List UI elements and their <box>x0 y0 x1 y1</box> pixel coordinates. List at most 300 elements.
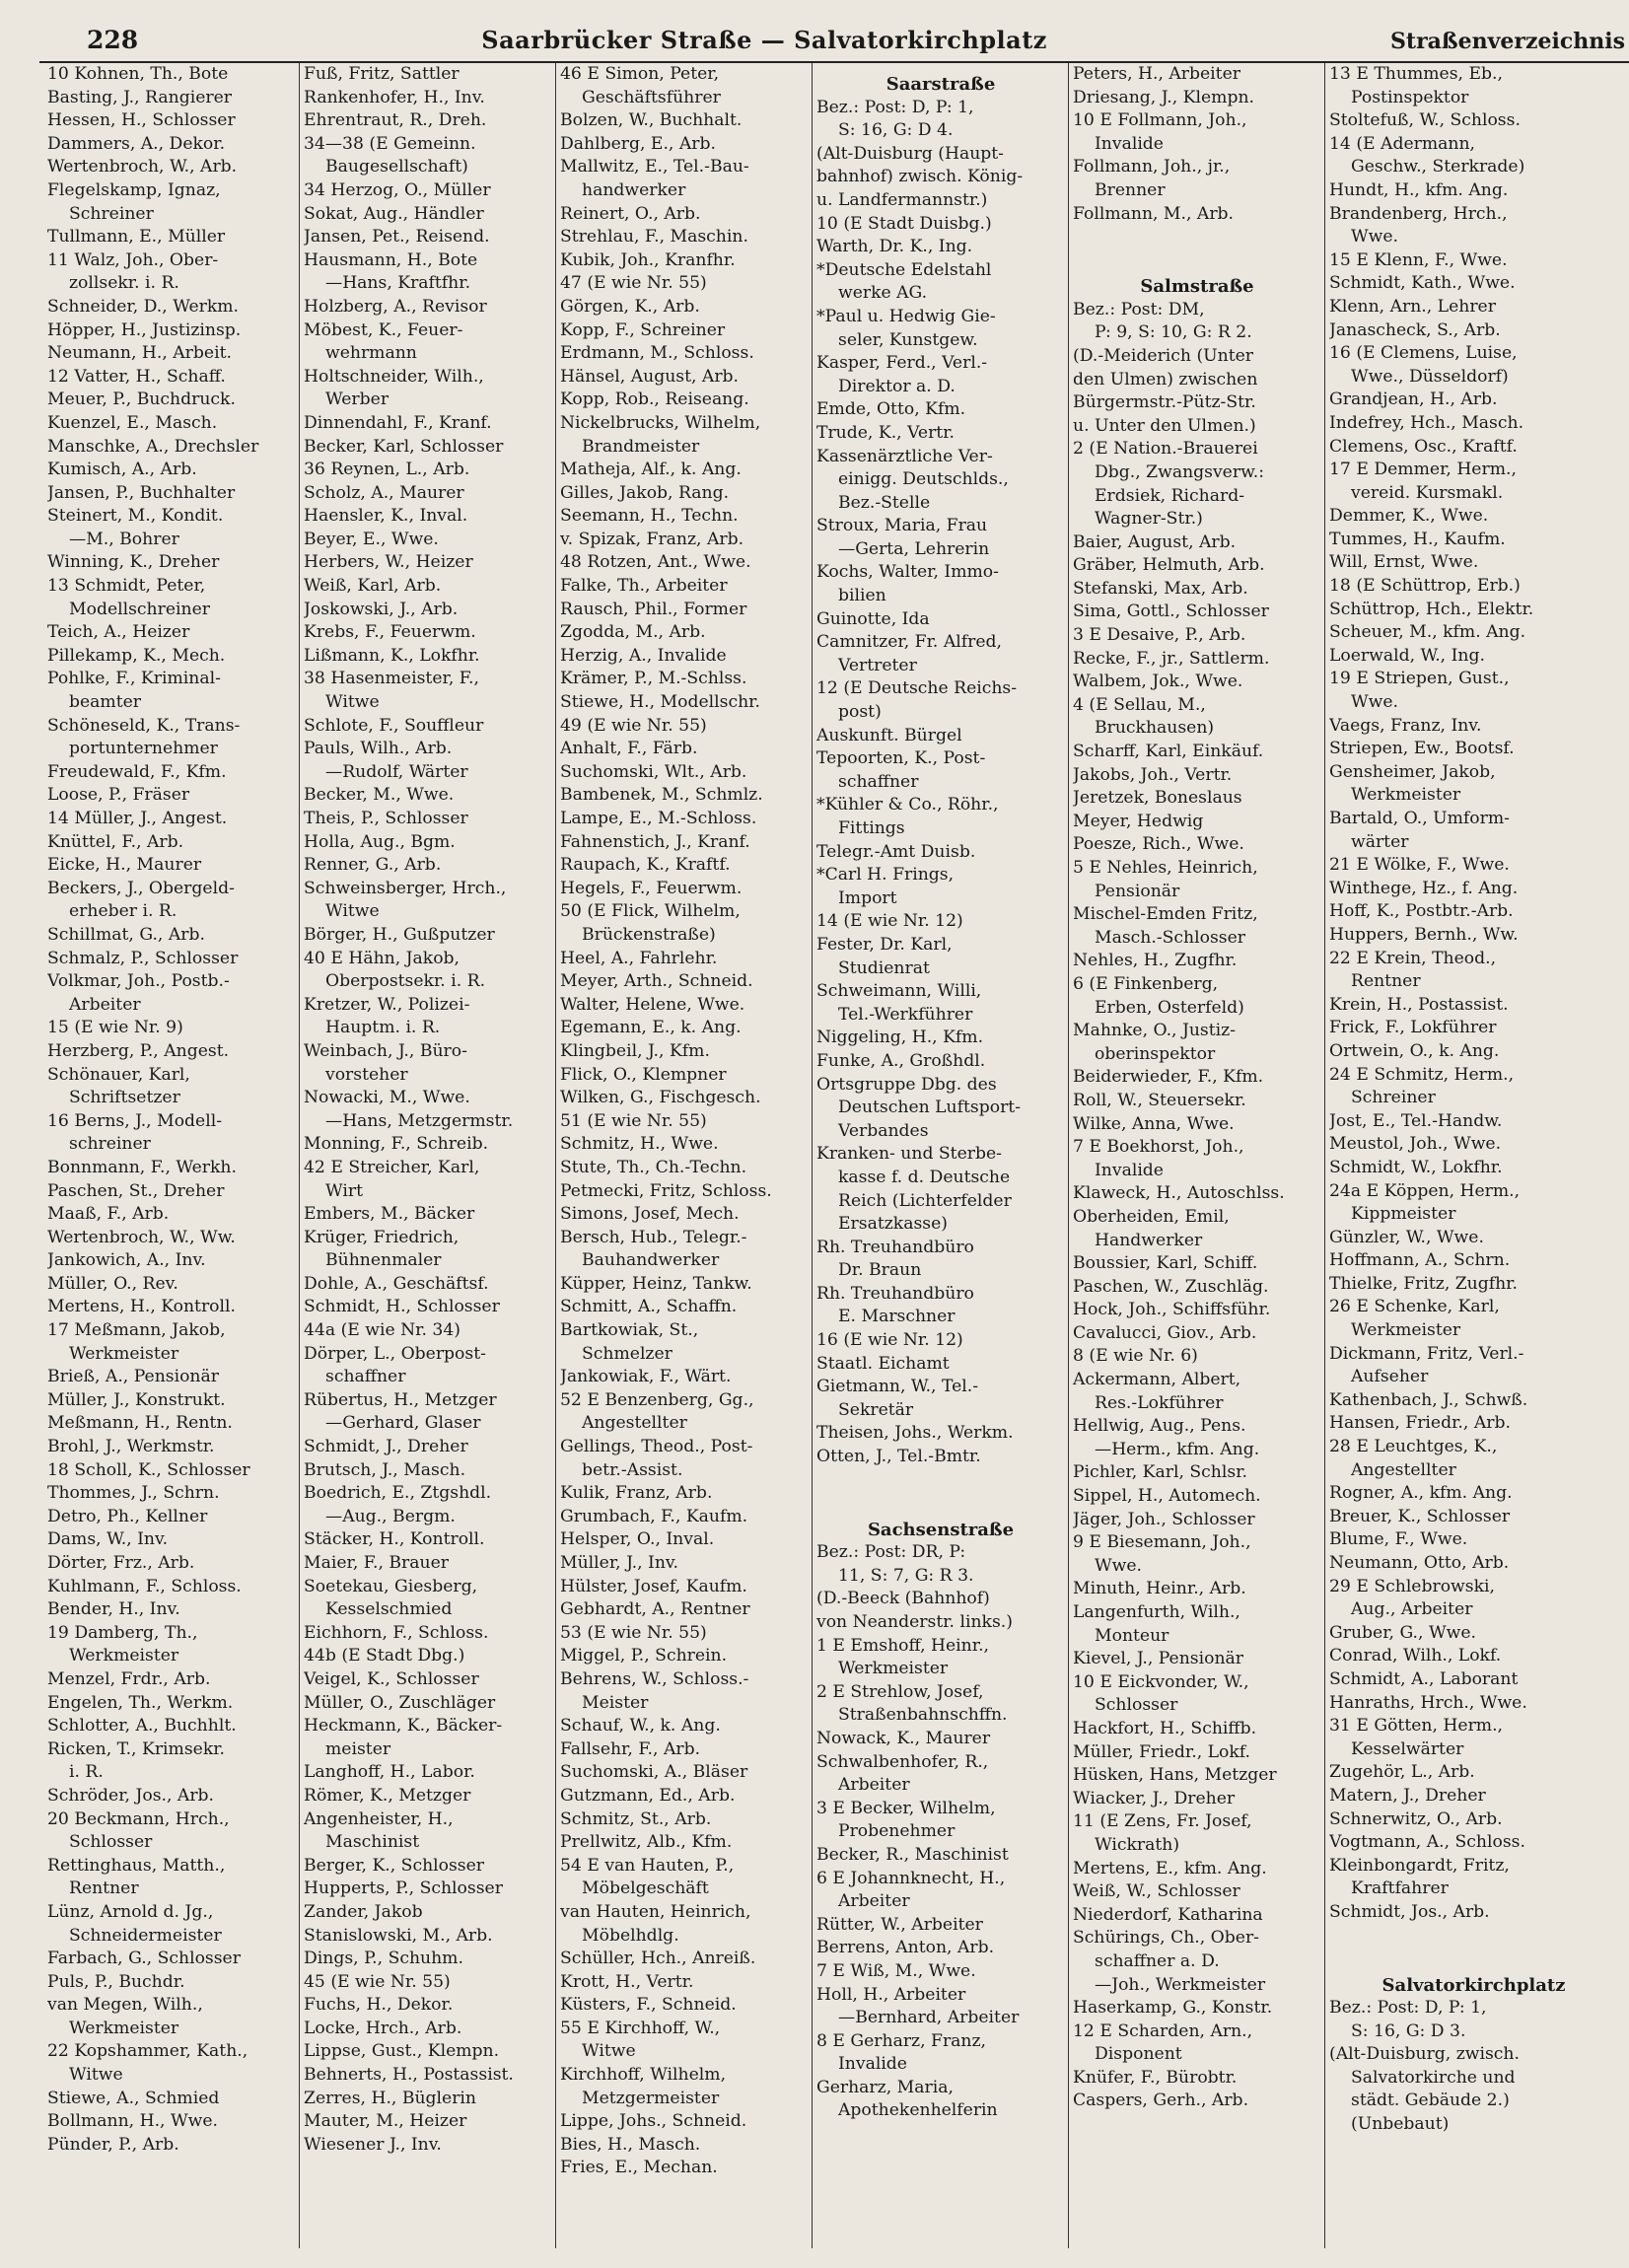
entry-line: oberinspektor <box>1095 1043 1216 1064</box>
entry-line: seler, Kunstgew. <box>838 329 978 350</box>
entry-line: Jakobs, Joh., Vertr. <box>1073 764 1233 785</box>
entry-line: Bambenek, M., Schmlz. <box>560 785 763 806</box>
entry-line: den Ulmen) zwischen <box>1073 369 1258 390</box>
entry-line: Manschke, A., Drechsler <box>47 436 259 457</box>
entry-line: Jost, E., Tel.-Handw. <box>1329 1110 1503 1131</box>
entry-line: 10 E Eickvonder, W., <box>1073 1671 1249 1692</box>
entry-line: Baugesellschaft) <box>325 157 468 177</box>
entry-line: 34—38 (E Gemeinn. <box>304 133 476 154</box>
entry-line: Invalide <box>1095 133 1164 154</box>
entry-line: Kasper, Ferd., Verl.- <box>816 353 988 374</box>
entry-line: werke AG. <box>838 283 928 304</box>
entry-line: Rankenhofer, H., Inv. <box>304 87 485 107</box>
entry-line: schaffner <box>325 1367 406 1387</box>
entry-line: 44a (E wie Nr. 34) <box>304 1320 461 1341</box>
street-heading: Saarstraße <box>885 74 996 95</box>
entry-line: Becker, R., Maschinist <box>816 1844 1009 1865</box>
entry-line: Hegels, F., Feuerwm. <box>560 878 743 898</box>
entry-line: Bez.: Post: DM, <box>1073 299 1205 319</box>
entry-line: Conrad, Wilh., Lokf. <box>1329 1646 1502 1666</box>
entry-line: 13 E Thummes, Eb., <box>1329 64 1503 84</box>
entry-line: 14 (E wie Nr. 12) <box>816 911 963 932</box>
entry-line: Geschw., Sterkrade) <box>1351 157 1525 177</box>
entry-line: Görgen, K., Arb. <box>560 296 700 317</box>
entry-line: Hupperts, P., Schlosser <box>304 1878 503 1899</box>
entry-line: 28 E Leuchtges, K., <box>1329 1437 1498 1457</box>
entry-line: Maaß, F., Arb. <box>47 1204 170 1225</box>
entry-line: Rettinghaus, Matth., <box>47 1855 226 1876</box>
entry-line: (D.-Beeck (Bahnhof) <box>816 1589 990 1609</box>
entry-line: 15 E Klenn, F., Wwe. <box>1329 249 1508 270</box>
column-2 <box>300 63 556 2248</box>
entry-line: Bauhandwerker <box>582 1250 720 1271</box>
entry-line: Will, Ernst, Wwe. <box>1329 552 1479 573</box>
entry-line: Zander, Jakob <box>304 1901 423 1922</box>
entry-line: Kuenzel, E., Masch. <box>47 412 218 433</box>
entry-line: Stute, Th., Ch.-Techn. <box>560 1157 747 1177</box>
entry-line: Tummes, H., Kaufm. <box>1329 529 1506 549</box>
entry-line: Rübertus, H., Metzger <box>304 1389 497 1410</box>
entry-line: —Gerta, Lehrerin <box>838 538 990 559</box>
entry-line: Bolzen, W., Buchhalt. <box>560 110 743 131</box>
entry-line: Helsper, O., Inval. <box>560 1529 715 1550</box>
entry-line: Thielke, Fritz, Zugfhr. <box>1329 1273 1518 1294</box>
entry-line: Schlote, F., Souffleur <box>304 715 484 736</box>
entry-line: Straßenbahnschffn. <box>838 1705 1008 1726</box>
entry-line: 18 Scholl, K., Schlosser <box>47 1459 250 1480</box>
entry-line: bilien <box>838 586 886 606</box>
entry-line: Beyer, E., Wwe. <box>304 529 439 549</box>
entry-line: Wiesener J., Inv. <box>304 2134 442 2155</box>
entry-line: Boussier, Karl, Schiff. <box>1073 1253 1258 1274</box>
entry-line: —Bernhard, Arbeiter <box>838 2008 1020 2028</box>
entry-line: Gutzmann, Ed., Arb. <box>560 1785 736 1806</box>
column-4 <box>813 63 1069 2248</box>
entry-line: 17 Meßmann, Jakob, <box>47 1320 226 1341</box>
entry-line: Petmecki, Fritz, Schloss. <box>560 1180 772 1201</box>
column-1 <box>43 63 300 2248</box>
entry-line: 14 Müller, J., Angest. <box>47 809 228 828</box>
entry-line: Peters, H., Arbeiter <box>1073 64 1240 84</box>
entry-line: Disponent <box>1095 2044 1182 2065</box>
entry-line: Schlosser <box>1095 1695 1178 1716</box>
entry-line: Breuer, K., Schlosser <box>1329 1506 1511 1526</box>
entry-line: Mahnke, O., Justiz- <box>1073 1021 1237 1041</box>
entry-line: Herbers, W., Heizer <box>304 552 473 573</box>
entry-line: 10 (E Stadt Duisbg.) <box>816 213 992 234</box>
entry-line: Kraftfahrer <box>1351 1878 1449 1899</box>
entry-line: Eichhorn, F., Schloss. <box>304 1622 489 1643</box>
entry-line: Krebs, F., Feuerwm. <box>304 622 476 643</box>
entry-line: Reinert, O., Arb. <box>560 203 701 224</box>
entry-line: Dinnendahl, F., Kranf. <box>304 412 492 433</box>
entry-line: Winthege, Hz., f. Ang. <box>1329 878 1519 898</box>
entry-line: Werkmeister <box>1351 1320 1461 1341</box>
entry-line: Witwe <box>69 2065 123 2086</box>
entry-line: Driesang, J., Klempn. <box>1073 87 1255 107</box>
entry-line: Prellwitz, Alb., Kfm. <box>560 1832 733 1853</box>
entry-line: Behrens, W., Schloss.- <box>560 1668 749 1689</box>
entry-line: Seemann, H., Techn. <box>560 506 739 527</box>
entry-line: Kippmeister <box>1351 1204 1456 1225</box>
entry-line: Fuß, Fritz, Sattler <box>304 64 460 84</box>
entry-line: Wiacker, J., Dreher <box>1073 1788 1236 1808</box>
entry-line: Schmidt, H., Schlosser <box>304 1297 500 1317</box>
entry-line: Schüttrop, Hch., Elektr. <box>1329 599 1534 619</box>
entry-line: Grandjean, H., Arb. <box>1329 390 1498 410</box>
entry-line: Angestellter <box>1351 1459 1456 1480</box>
entry-line: Höpper, H., Justizinsp. <box>47 319 242 340</box>
entry-line: kasse f. d. Deutsche <box>838 1167 1011 1187</box>
entry-line: Recke, F., jr., Sattlerm. <box>1073 648 1270 669</box>
entry-line: *Paul u. Hedwig Gie- <box>816 306 996 326</box>
entry-line: Falke, Th., Arbeiter <box>560 576 728 597</box>
entry-line: Wickrath) <box>1095 1834 1180 1855</box>
entry-line: Lißmann, K., Lokfhr. <box>304 645 480 666</box>
entry-line: Schmidt, W., Lokfhr. <box>1329 1157 1503 1177</box>
entry-line: Kumisch, A., Arb. <box>47 460 197 480</box>
entry-line: Hackfort, H., Schiffb. <box>1073 1718 1257 1738</box>
entry-line: 10 Kohnen, Th., Bote <box>47 64 229 84</box>
entry-line: 55 E Kirchhoff, W., <box>560 2018 721 2038</box>
entry-line: Jansen, Pet., Reisend. <box>304 227 490 248</box>
entry-line: Schmidt, A., Laborant <box>1329 1668 1519 1689</box>
entry-line: 36 Reynen, L., Arb. <box>304 460 470 480</box>
entry-line: Bartald, O., Umform- <box>1329 809 1510 828</box>
entry-line: Pillekamp, K., Mech. <box>47 645 226 666</box>
entry-line: Anhalt, F., Färb. <box>560 739 698 759</box>
section-gap <box>1329 1925 1618 1964</box>
entry-line: Schmitz, St., Arb. <box>560 1808 712 1829</box>
entry-line: Müller, O., Rev. <box>47 1273 178 1294</box>
entry-line: 18 (E Schüttrop, Erb.) <box>1329 576 1521 597</box>
entry-line: Pünder, P., Arb. <box>47 2134 179 2155</box>
entry-line: Kesselschmied <box>325 1599 453 1620</box>
entry-line: Günzler, W., Wwe. <box>1329 1227 1484 1247</box>
entry-line: Direktor a. D. <box>838 376 956 396</box>
entry-line: u. Landfermannstr.) <box>816 189 988 210</box>
entry-line: Puls, P., Buchdr. <box>47 1971 185 1992</box>
entry-line: Wertenbroch, W., Arb. <box>47 157 238 177</box>
entry-line: Veigel, K., Schlosser <box>304 1668 479 1689</box>
entry-line: Wwe. <box>1351 692 1399 713</box>
entry-line: Wagner-Str.) <box>1095 509 1203 530</box>
entry-line: Kuhlmann, F., Schloss. <box>47 1576 242 1596</box>
entry-line: Nowack, K., Maurer <box>816 1728 991 1748</box>
entry-line: Gellings, Theod., Post- <box>560 1437 753 1457</box>
entry-line: 10 E Follmann, Joh., <box>1073 110 1247 131</box>
entry-line: Stäcker, H., Kontroll. <box>304 1529 485 1550</box>
entry-line: —Aug., Bergm. <box>325 1506 456 1526</box>
entry-line: Freudewald, F., Kfm. <box>47 761 227 782</box>
entry-line: Kulik, Franz, Arb. <box>560 1483 713 1504</box>
entry-line: Berrens, Anton, Arb. <box>816 1938 995 1958</box>
entry-line: 46 E Simon, Peter, <box>560 64 720 84</box>
entry-line: Bollmann, H., Wwe. <box>47 2111 218 2132</box>
entry-line: Tepoorten, K., Post- <box>816 748 986 769</box>
entry-line: Lampe, E., M.-Schloss. <box>560 809 757 828</box>
entry-line: Werkmeister <box>838 1659 949 1679</box>
entry-line: Rogner, A., kfm. Ang. <box>1329 1483 1513 1504</box>
entry-line: Pichler, Karl, Schlsr. <box>1073 1462 1247 1483</box>
entry-line: 8 E Gerharz, Franz, <box>816 2030 987 2051</box>
entry-line: Witwe <box>325 901 380 922</box>
entry-line: Mertens, E., kfm. Ang. <box>1073 1858 1267 1878</box>
entry-line: Hausmann, H., Bote <box>304 249 478 270</box>
entry-line: —Gerhard, Glaser <box>325 1413 481 1434</box>
entry-line: —Joh., Werkmeister <box>1095 1974 1266 1995</box>
entry-line: Müller, O., Zuschläger <box>304 1692 496 1713</box>
entry-line: Jansen, P., Buchhalter <box>47 482 236 503</box>
entry-line: —Rudolf, Wärter <box>325 761 468 782</box>
entry-line: Raupach, K., Kraftf. <box>560 855 731 876</box>
entry-line: 16 (E wie Nr. 12) <box>816 1330 963 1351</box>
entry-line: Lippse, Gust., Klempn. <box>304 2041 500 2062</box>
entry-line: Oberpostsekr. i. R. <box>325 971 486 992</box>
entry-line: Hoff, K., Postbtr.-Arb. <box>1329 901 1514 922</box>
entry-line: Metzgermeister <box>582 2088 720 2108</box>
entry-line: Apothekenhelferin <box>838 2100 998 2121</box>
entry-line: Paschen, W., Zuschläg. <box>1073 1276 1269 1297</box>
entry-line: Probenehmer <box>838 1821 956 1842</box>
entry-line: Krott, H., Vertr. <box>560 1971 694 1992</box>
entry-line: Suchomski, A., Bläser <box>560 1762 748 1783</box>
entry-line: 45 (E wie Nr. 55) <box>304 1971 451 1992</box>
entry-line: Schmidt, J., Dreher <box>304 1437 468 1457</box>
entry-line: Wwe. <box>1095 1555 1143 1576</box>
entry-line: Witwe <box>325 692 380 713</box>
entry-line: Kranken- und Sterbe- <box>816 1144 1002 1165</box>
entry-line: Verbandes <box>838 1120 929 1141</box>
entry-line: Dohle, A., Geschäftsf. <box>304 1273 489 1294</box>
entry-line: Möbelgeschäft <box>582 1878 709 1899</box>
entry-line: Steinert, M., Kondit. <box>47 506 224 527</box>
entry-line: Zerres, H., Büglerin <box>304 2088 476 2108</box>
entry-line: Wertenbroch, W., Ww. <box>47 1227 236 1247</box>
entry-line: 14 (E Adermann, <box>1329 133 1475 154</box>
entry-line: 29 E Schlebrowski, <box>1329 1576 1495 1596</box>
street-heading: Sachsenstraße <box>867 1519 1015 1540</box>
entry-line: Brückenstraße) <box>582 924 716 945</box>
entry-line: Dings, P., Schuhm. <box>304 1949 463 1969</box>
entry-line: 49 (E wie Nr. 55) <box>560 715 707 736</box>
entry-line: Dbg., Zwangsverw.: <box>1095 461 1264 482</box>
entry-line: Bersch, Hub., Telegr.- <box>560 1227 747 1247</box>
entry-line: Meyer, Hedwig <box>1073 811 1204 831</box>
entry-line: wehrmann <box>325 343 417 364</box>
entry-line: Wilke, Anna, Wwe. <box>1073 1113 1235 1134</box>
entry-line: Knüfer, F., Bürobtr. <box>1073 2067 1238 2088</box>
entry-line: bahnhof) zwisch. König- <box>816 167 1024 187</box>
entry-line: Arbeiter <box>69 994 141 1015</box>
entry-line: Schmidt, Kath., Wwe. <box>1329 273 1516 294</box>
entry-line: Schneidermeister <box>69 1925 222 1946</box>
entry-line: Schmitt, A., Schaffn. <box>560 1297 738 1317</box>
entry-line: Thommes, J., Schrn. <box>47 1483 220 1504</box>
entry-line: vereid. Kursmakl. <box>1351 482 1504 503</box>
entry-line: Kievel, J., Pensionär <box>1073 1649 1243 1669</box>
entry-line: Paschen, St., Dreher <box>47 1180 225 1201</box>
entry-line: Gruber, G., Wwe. <box>1329 1622 1476 1643</box>
entry-line: Minuth, Heinr., Arb. <box>1073 1579 1246 1599</box>
entry-line: Mallwitz, E., Tel.-Bau- <box>560 157 749 177</box>
entry-line: Auskunft. Bürgel <box>816 725 962 745</box>
entry-line: Niggeling, H., Kfm. <box>816 1028 984 1048</box>
entry-line: Staatl. Eichamt <box>816 1353 950 1374</box>
entry-line: Meßmann, H., Rentn. <box>47 1413 233 1434</box>
entry-line: beamter <box>69 692 142 713</box>
entry-line: van Hauten, Heinrich, <box>560 1901 751 1922</box>
entry-line: Kirchhoff, Wilhelm, <box>560 2065 727 2086</box>
entry-line: 2 E Strehlow, Josef, <box>816 1681 984 1702</box>
entry-line: Schwalbenhofer, R., <box>816 1751 989 1772</box>
entry-line: Poesze, Rich., Wwe. <box>1073 834 1244 855</box>
entry-line: 8 (E wie Nr. 6) <box>1073 1346 1198 1367</box>
entry-line: Dammers, A., Dekor. <box>47 133 226 154</box>
entry-line: Werkmeister <box>1351 785 1461 806</box>
street-heading: Salvatorkirchplatz <box>1381 1974 1566 1996</box>
entry-line: Deutschen Luftsport- <box>838 1098 1022 1118</box>
entry-line: Stroux, Maria, Frau <box>816 516 988 536</box>
entry-line: Flick, O., Klempner <box>560 1064 727 1085</box>
entry-line: Heel, A., Fahrlehr. <box>560 948 718 968</box>
entry-line: Bies, H., Masch. <box>560 2134 701 2155</box>
entry-line: Schillmat, G., Arb. <box>47 924 205 945</box>
entry-line: Aug., Arbeiter <box>1351 1599 1473 1620</box>
entry-line: S: 16, G: D 3. <box>1351 2020 1466 2041</box>
entry-line: Bender, H., Inv. <box>47 1599 180 1620</box>
entry-line: Klaweck, H., Autoschlss. <box>1073 1183 1285 1204</box>
entry-line: Klingbeil, J., Kfm. <box>560 1040 710 1061</box>
entry-line: Ortsgruppe Dbg. des <box>816 1074 997 1095</box>
entry-line: Sima, Gottl., Schlosser <box>1073 602 1269 622</box>
entry-line: Dörper, L., Oberpost- <box>304 1343 486 1364</box>
entry-line: Kubik, Joh., Kranfhr. <box>560 249 736 270</box>
entry-line: Jankowich, A., Inv. <box>47 1250 206 1271</box>
entry-line: Geschäftsführer <box>582 87 721 107</box>
entry-line: 47 (E wie Nr. 55) <box>560 273 707 294</box>
entry-line: Tel.-Werkführer <box>838 1004 973 1025</box>
entry-line: Handwerker <box>1095 1230 1203 1250</box>
entry-line: 22 E Krein, Theod., <box>1329 948 1497 968</box>
column-6 <box>1325 63 1621 2248</box>
entry-line: —Hans, Kraftfhr. <box>325 273 471 294</box>
entry-line: 4 (E Sellau, M., <box>1073 694 1206 715</box>
entry-line: Haensler, K., Inval. <box>304 506 468 527</box>
entry-line: (D.-Meiderich (Unter <box>1073 345 1254 366</box>
entry-line: Hellwig, Aug., Pens. <box>1073 1416 1246 1437</box>
entry-line: betr.-Assist. <box>582 1459 683 1480</box>
entry-line: Küsters, F., Schneid. <box>560 1995 737 2016</box>
entry-line: Menzel, Frdr., Arb. <box>47 1668 211 1689</box>
entry-line: 13 Schmidt, Peter, <box>47 576 206 597</box>
entry-line: Rütter, W., Arbeiter <box>816 1914 983 1935</box>
entry-line: Witwe <box>582 2041 636 2062</box>
entry-line: Demmer, K., Wwe. <box>1329 506 1489 527</box>
entry-line: Schürings, Ch., Ober- <box>1073 1928 1259 1949</box>
entry-line: v. Spizak, Franz, Arb. <box>560 529 744 549</box>
entry-line: Dr. Braun <box>838 1260 922 1281</box>
entry-line: Postinspektor <box>1351 87 1469 107</box>
entry-line: 3 E Desaive, P., Arb. <box>1073 625 1246 646</box>
entry-line: Sokat, Aug., Händler <box>304 203 484 224</box>
entry-line: Locke, Hrch., Arb. <box>304 2018 462 2038</box>
entry-line: Pohlke, F., Kriminal- <box>47 669 221 689</box>
entry-line: Masch.-Schlosser <box>1095 927 1245 948</box>
entry-line: Rentner <box>69 1878 139 1899</box>
entry-line: Import <box>838 887 897 908</box>
entry-line: Gilles, Jakob, Rang. <box>560 482 730 503</box>
entry-line: Theisen, Johs., Werkm. <box>816 1423 1014 1444</box>
entry-line: Pensionär <box>1095 881 1180 901</box>
entry-line: Kopp, F., Schreiner <box>560 319 726 340</box>
entry-line: Hauptm. i. R. <box>325 1018 441 1038</box>
entry-line: 12 E Scharden, Arn., <box>1073 2020 1253 2041</box>
entry-line: Telegr.-Amt Duisb. <box>816 841 976 862</box>
entry-line: Theis, P., Schlosser <box>304 809 468 828</box>
entry-line: Matheja, Alf., k. Ang. <box>560 460 742 480</box>
entry-line: 11 Walz, Joh., Ober- <box>47 249 219 270</box>
entry-line: Ricken, T., Krimsekr. <box>47 1738 226 1759</box>
entry-line: Warth, Dr. K., Ing. <box>816 237 973 257</box>
entry-line: Ersatzkasse) <box>838 1214 948 1235</box>
entry-line: 44b (E Stadt Dbg.) <box>304 1646 465 1666</box>
entry-line: Niederdorf, Katharina <box>1073 1904 1263 1925</box>
entry-line: meister <box>325 1738 391 1759</box>
entry-line: van Megen, Wilh., <box>47 1995 203 2016</box>
entry-line: 5 E Nehles, Heinrich, <box>1073 858 1258 878</box>
entry-line: Boedrich, E., Ztgshdl. <box>304 1483 492 1504</box>
entry-line: Schröder, Jos., Arb. <box>47 1785 215 1806</box>
entry-line: Flegelskamp, Ignaz, <box>47 179 221 200</box>
entry-line: 6 (E Finkenberg, <box>1073 973 1219 994</box>
entry-line: Bez.: Post: D, P: 1, <box>1329 1998 1487 2019</box>
entry-line: Tullmann, E., Müller <box>47 227 226 248</box>
entry-line: Gräber, Helmuth, Arb. <box>1073 555 1265 576</box>
entry-line: Scheuer, M., kfm. Ang. <box>1329 622 1526 643</box>
entry-line: Fuchs, H., Dekor. <box>304 1995 454 2016</box>
entry-line: Weiß, W., Schlosser <box>1073 1881 1240 1902</box>
entry-line: Kochs, Walter, Immo- <box>816 562 999 583</box>
entry-line: Sippel, H., Automech. <box>1073 1486 1261 1507</box>
entry-line: 52 E Benzenberg, Gg., <box>560 1389 754 1410</box>
entry-line: 16 (E Clemens, Luise, <box>1329 343 1518 364</box>
entry-line: 1 E Emshoff, Heinr., <box>816 1635 989 1656</box>
entry-line: Hoffmann, A., Schrn. <box>1329 1250 1511 1271</box>
entry-line: Schmidt, Jos., Arb. <box>1329 1901 1490 1922</box>
entry-line: Vertreter <box>838 655 917 675</box>
entry-line: Becker, M., Wwe. <box>304 785 455 806</box>
entry-line: Stoltefuß, W., Schloss. <box>1329 110 1521 131</box>
entry-line: u. Unter den Ulmen.) <box>1073 415 1256 436</box>
entry-line: Maschinist <box>325 1832 420 1853</box>
entry-line: Modellschreiner <box>69 599 210 619</box>
entry-line: 16 Berns, J., Modell- <box>47 1110 223 1131</box>
entry-line: Oberheiden, Emil, <box>1073 1206 1230 1227</box>
entry-line: Küpper, Heinz, Tankw. <box>560 1273 752 1294</box>
entry-line: Renner, G., Arb. <box>304 855 442 876</box>
entry-line: Loerwald, W., Ing. <box>1329 645 1485 666</box>
entry-line: Hock, Joh., Schiffsführ. <box>1073 1300 1271 1320</box>
entry-line: 2 (E Nation.-Brauerei <box>1073 439 1258 460</box>
section-gap <box>1073 226 1321 265</box>
section-title: Straßenverzeichnis <box>1390 29 1625 54</box>
entry-line: Gensheimer, Jakob, <box>1329 761 1496 782</box>
column-3 <box>556 63 813 2248</box>
entry-line: Lünz, Arnold d. Jg., <box>47 1901 214 1922</box>
entry-line: Krüger, Friedrich, <box>304 1227 460 1247</box>
entry-line: Walbem, Jok., Wwe. <box>1073 672 1243 692</box>
